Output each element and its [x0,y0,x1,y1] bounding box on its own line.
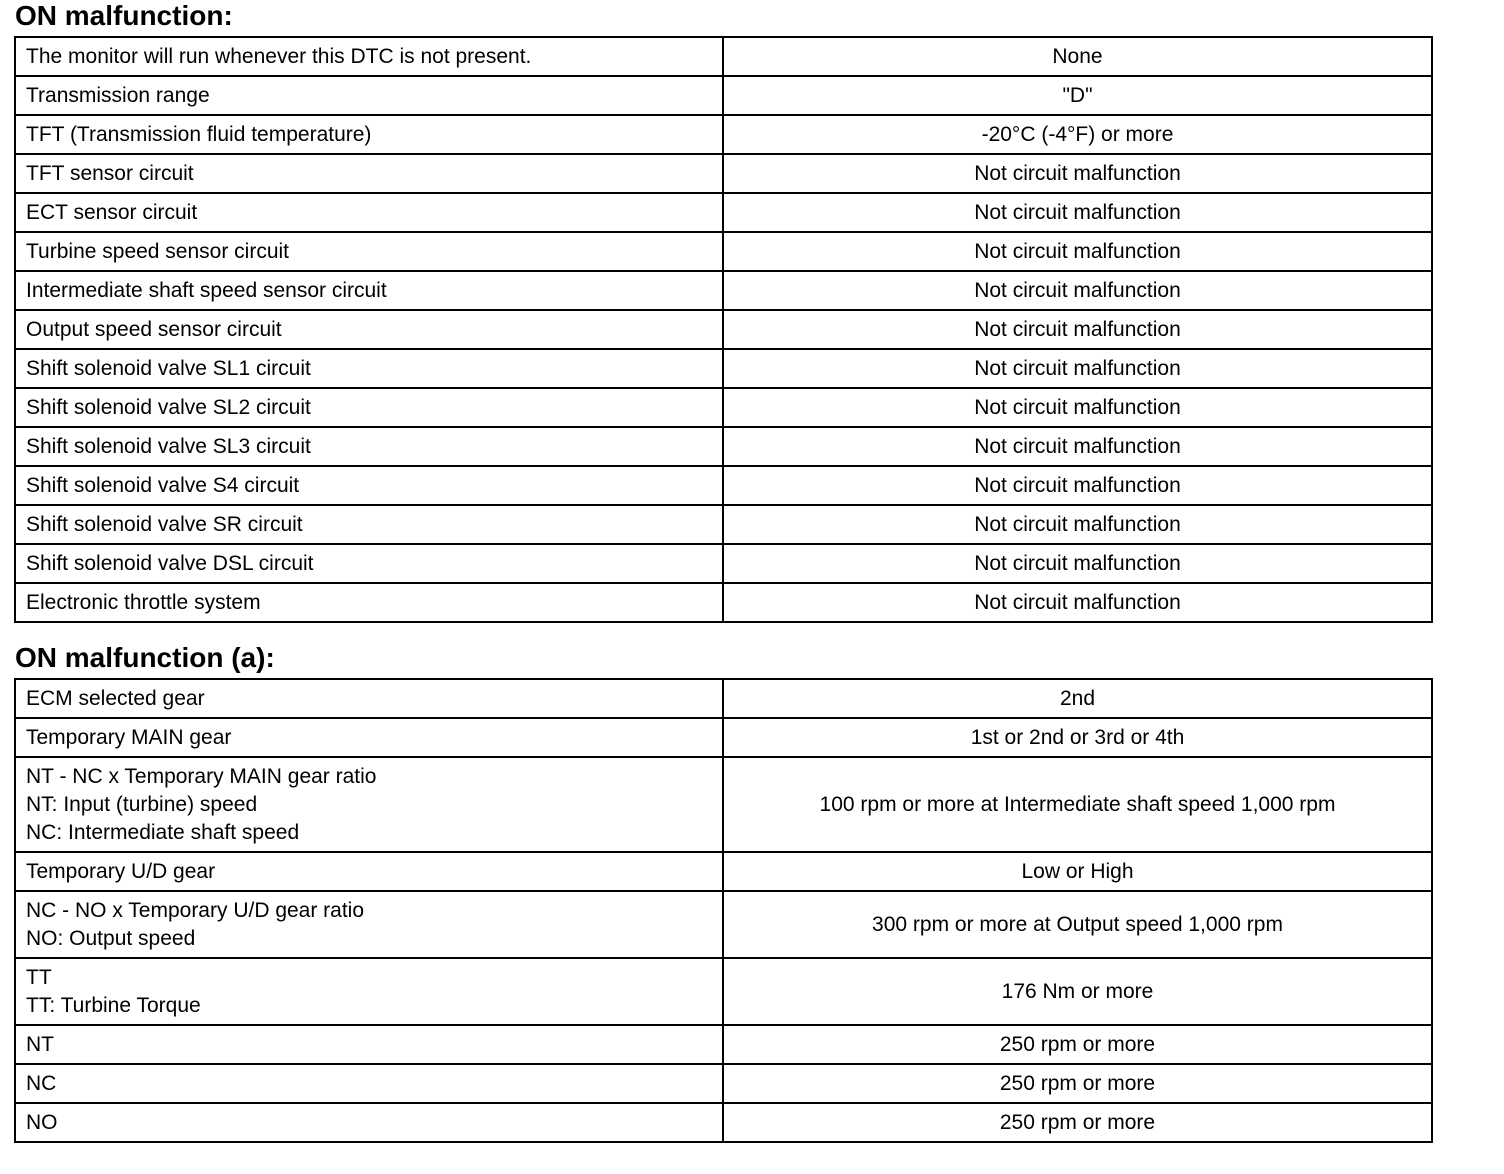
condition-label: NT [26,1032,54,1056]
table-row [15,544,1432,583]
condition-value: 1st or 2nd or 3rd or 4th [970,725,1185,749]
table-row [15,388,1432,427]
condition-value-cell [723,583,1432,622]
condition-label-cell [15,271,723,310]
condition-value: Not circuit malfunction [974,551,1181,575]
condition-value-cell [723,427,1432,466]
condition-label: TFT sensor circuit [26,161,194,185]
table-row [15,193,1432,232]
condition-label: TT [26,965,52,989]
table-row [15,76,1432,115]
condition-value-cell [723,958,1432,1025]
condition-label-cell [15,718,723,757]
condition-label-cell [15,193,723,232]
condition-value-cell [723,1064,1432,1103]
condition-label: NC - NO x Temporary U/D gear ratio [26,898,365,922]
condition-value: Not circuit malfunction [974,200,1181,224]
condition-value-cell [723,37,1432,76]
condition-label-cell [15,115,723,154]
table-row [15,505,1432,544]
condition-label: ECT sensor circuit [26,200,198,224]
table-row [15,310,1432,349]
condition-label-cell [15,544,723,583]
table-row [15,852,1432,891]
condition-label: TFT (Transmission fluid temperature) [26,122,372,146]
table-row [15,271,1432,310]
condition-label-cell [15,958,723,1025]
section-heading-on-malfunction-a: ON malfunction (a): [15,642,275,673]
condition-value: 250 rpm or more [999,1071,1156,1095]
condition-label: Shift solenoid valve S4 circuit [26,473,300,497]
condition-value-cell [723,466,1432,505]
condition-label-cell [15,679,723,718]
table-row [15,1103,1432,1142]
condition-label-cell [15,154,723,193]
condition-label-cell [15,1025,723,1064]
condition-label-cell [15,349,723,388]
condition-label: NC: Intermediate shaft speed [26,820,300,844]
condition-label-cell [15,37,723,76]
table-row [15,349,1432,388]
condition-value: Not circuit malfunction [974,512,1181,536]
condition-label: Shift solenoid valve SR circuit [26,512,303,536]
condition-value-cell [723,544,1432,583]
table-row [15,1064,1432,1103]
condition-value-cell [723,891,1432,958]
condition-value: Not circuit malfunction [974,356,1181,380]
condition-value: None [1052,44,1103,68]
condition-value: Not circuit malfunction [974,239,1181,263]
condition-label: NC [26,1071,57,1095]
condition-label: NT: Input (turbine) speed [26,792,258,816]
condition-value-cell [723,1103,1432,1142]
condition-label: Shift solenoid valve SL1 circuit [26,356,311,380]
table-row [15,37,1432,76]
condition-value-cell [723,852,1432,891]
condition-label-cell [15,1064,723,1103]
table-row [15,1025,1432,1064]
condition-label: Electronic throttle system [26,590,261,614]
condition-value: "D" [1062,83,1093,107]
condition-table-on-malfunction [14,36,1433,623]
condition-label: Temporary U/D gear [26,859,216,883]
condition-label-cell [15,757,723,852]
condition-value-cell [723,193,1432,232]
condition-label: NT - NC x Temporary MAIN gear ratio [26,764,377,788]
condition-label: Shift solenoid valve DSL circuit [26,551,314,575]
condition-value: 100 rpm or more at Intermediate shaft speed 1,000 rpm [819,792,1336,816]
condition-label-cell [15,1103,723,1142]
condition-label-cell [15,427,723,466]
condition-value: 300 rpm or more at Output speed 1,000 rpm [872,912,1283,936]
table-row [15,583,1432,622]
condition-value-cell [723,1025,1432,1064]
condition-label-cell [15,310,723,349]
condition-value-cell [723,679,1432,718]
condition-label: ECM selected gear [26,686,205,710]
condition-value: 250 rpm or more [999,1032,1156,1056]
condition-label: NO: Output speed [26,926,196,950]
condition-value-cell [723,154,1432,193]
condition-value-cell [723,76,1432,115]
table-row [15,427,1432,466]
condition-label-cell [15,852,723,891]
condition-value: 250 rpm or more [999,1110,1156,1134]
condition-value: Not circuit malfunction [974,278,1181,302]
table-row [15,718,1432,757]
table-row [15,154,1432,193]
table-row [15,115,1432,154]
condition-value-cell [723,388,1432,427]
condition-value-cell [723,757,1432,852]
condition-label-cell [15,388,723,427]
condition-value: Not circuit malfunction [974,590,1181,614]
condition-value-cell [723,310,1432,349]
condition-table-on-malfunction-a [14,678,1433,1143]
condition-label: Shift solenoid valve SL2 circuit [26,395,311,419]
condition-value-cell [723,115,1432,154]
condition-value: Not circuit malfunction [974,317,1181,341]
condition-value: Not circuit malfunction [974,161,1181,185]
condition-value-cell [723,718,1432,757]
condition-value: Low or High [1021,859,1134,883]
condition-value: Not circuit malfunction [974,473,1181,497]
table-row [15,679,1432,718]
condition-value: -20°C (-4°F) or more [981,122,1174,146]
condition-label: Turbine speed sensor circuit [26,239,290,263]
condition-label-cell [15,232,723,271]
condition-label: Intermediate shaft speed sensor circuit [26,278,387,302]
condition-value: Not circuit malfunction [974,395,1181,419]
condition-label: TT: Turbine Torque [26,993,201,1017]
condition-label: Shift solenoid valve SL3 circuit [26,434,311,458]
table-row [15,958,1432,1025]
condition-label: NO [26,1110,58,1134]
table-row [15,757,1432,852]
condition-label-cell [15,76,723,115]
condition-label-cell [15,505,723,544]
condition-label: Transmission range [26,83,210,107]
condition-value: Not circuit malfunction [974,434,1181,458]
table-row [15,891,1432,958]
condition-value-cell [723,505,1432,544]
condition-label-cell [15,583,723,622]
section-heading-on-malfunction: ON malfunction: [15,0,233,31]
condition-value-cell [723,232,1432,271]
condition-label-cell [15,891,723,958]
table-row [15,466,1432,505]
condition-value-cell [723,271,1432,310]
condition-label: The monitor will run whenever this DTC is not present. [26,44,532,68]
condition-value: 2nd [1059,686,1096,710]
condition-label: Output speed sensor circuit [26,317,282,341]
condition-value-cell [723,349,1432,388]
condition-label-cell [15,466,723,505]
table-row [15,232,1432,271]
condition-label: Temporary MAIN gear [26,725,232,749]
condition-value: 176 Nm or more [1001,979,1154,1003]
